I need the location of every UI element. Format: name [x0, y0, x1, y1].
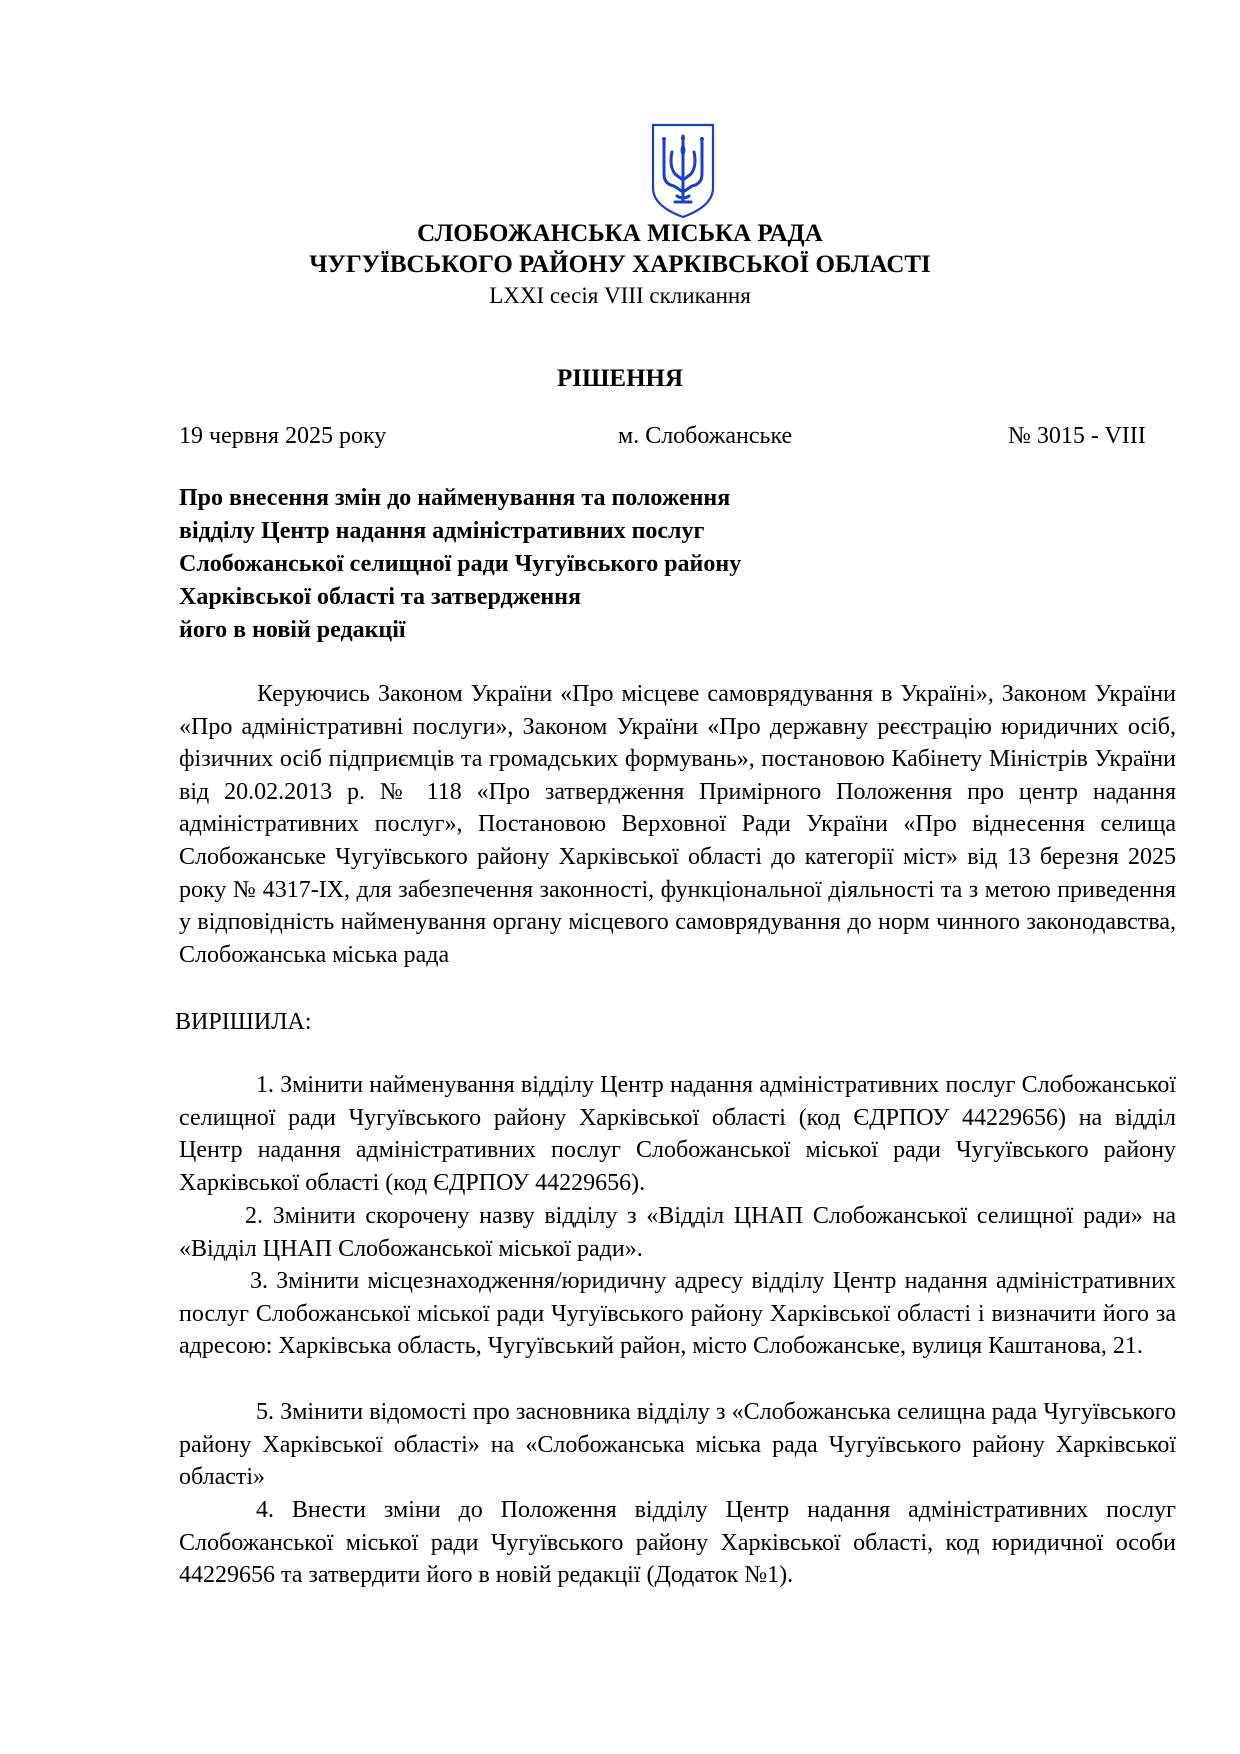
decision-item-5: 5. Змінити відомості про засновника відділу з «Слобожанська селищна рада Чугуївського району Харківської області» на «Слобожанська міська рада Чугуївського району Харківської області»	[179, 1399, 1176, 1491]
council-name: СЛОБОЖАНСЬКА МІСЬКА РАДА	[417, 220, 823, 247]
coat-of-arms-of-ukraine-icon	[650, 122, 716, 220]
session-line: LXXI сесія VIII скликання	[489, 283, 751, 308]
subject-block	[179, 482, 741, 647]
subject-line: Слобожанської селищної ради Чугуївського району	[179, 551, 742, 577]
district-region: ЧУГУЇВСЬКОГО РАЙОНУ ХАРКІВСЬКОЇ ОБЛАСТІ	[309, 251, 931, 278]
preamble-paragraph: Керуючись Законом України «Про місцеве самоврядування в Україні», Законом України «Про адміністративні послуги», Законом України «Про державну реєстрацію юридичних осіб, фізичних осіб підприємців та громадських формувань», постановою Кабінету Міністрів України від 20.02.2013 р. № 118 «Про затвердження Примірного Положення про центр надання адміністративних послуг», Постановою Верховної Ради України «Про віднесення селища Слобожанське Чугуївського району Харківської області до категорії міст» від 13 березня 2025 року № 4317-IX, для забезпечення законності, функціональної діяльності та з метою приведення у відповідність найменування органу місцевого самоврядування до норм чинного законодавства, Слобожанська міська рада	[179, 681, 1176, 968]
document-number: № 3015 - VIII	[1008, 423, 1146, 449]
document-title: РІШЕННЯ	[556, 365, 684, 392]
subject-line: Про внесення змін до найменування та положення	[179, 485, 731, 511]
decision-item-1: 1. Змінити найменування відділу Центр надання адміністративних послуг Слобожанської селищної ради Чугуївського району Харківської області (код ЄДРПОУ 44229656) на відділ Центр надання адміністративних послуг Слобожанської міської ради Чугуївського району Харківської області (код ЄДРПОУ 44229656).	[179, 1072, 1176, 1196]
decision-item-3: 3. Змінити місцезнаходження/юридичну адресу відділу Центр надання адміністративних послуг Слобожанської міської ради Чугуївського району Харківської області і визначити його за адресою: Харківська область, Чугуївський район, місто Слобожанське, вулиця Каштанова, 21.	[179, 1268, 1176, 1360]
decision-item-2: 2. Змінити скорочену назву відділу з «Відділ ЦНАП Слобожанської селищної ради» на «Відділ ЦНАП Слобожанської міської ради».	[179, 1203, 1176, 1262]
subject-line: його в новій редакції	[179, 617, 406, 643]
document-place: м. Слобожанське	[618, 423, 793, 449]
document-date: 19 червня 2025 року	[179, 423, 387, 449]
resolved-label: ВИРІШИЛА:	[175, 1009, 312, 1035]
decision-item-4: 4. Внести зміни до Положення відділу Центр надання адміністративних послуг Слобожанської міської ради Чугуївського району Харківської області, код юридичної особи 44229656 та затвердити його в новій редакції (Додаток №1).	[179, 1497, 1176, 1589]
subject-line: відділу Центр надання адміністративних послуг	[179, 518, 705, 544]
subject-line: Харківської області та затвердження	[179, 584, 581, 610]
